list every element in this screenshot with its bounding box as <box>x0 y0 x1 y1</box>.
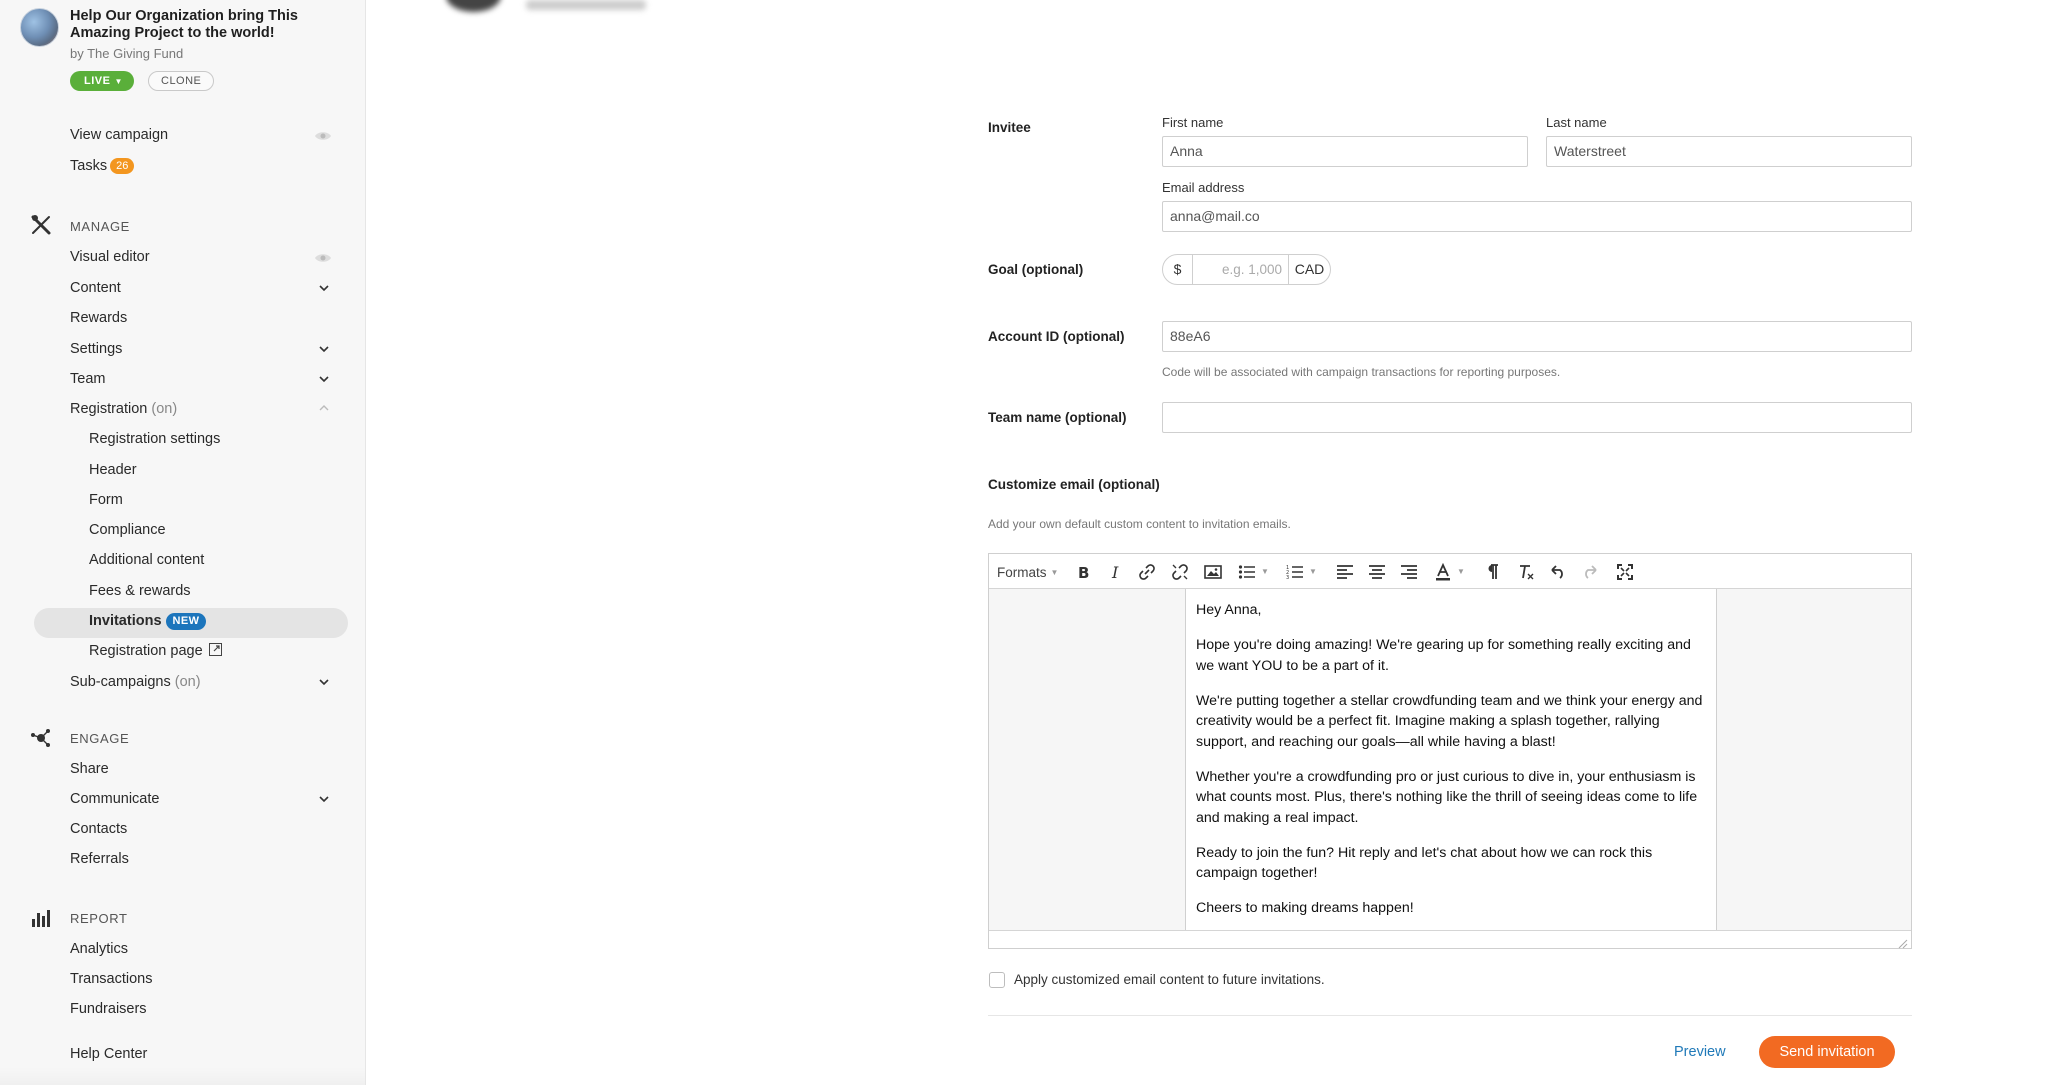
campaign-title[interactable]: Help Our Organization bring This Amazing Project to the world! <box>70 8 298 41</box>
invitee-label: Invitee <box>988 120 1031 135</box>
preview-link[interactable]: Preview <box>1674 1044 1726 1060</box>
sidebar-item-rewards[interactable] <box>70 309 127 327</box>
sidebar-item-additional-content[interactable] <box>89 551 204 569</box>
caret-down-icon[interactable]: ▼ <box>1261 567 1269 576</box>
chevron-down-icon[interactable] <box>318 676 330 688</box>
sidebar-item-label: Help Center <box>70 1046 148 1062</box>
sidebar-item-referrals[interactable] <box>70 850 129 868</box>
sidebar-item-label: View campaign <box>70 127 169 143</box>
section-manage: MANAGE <box>70 219 130 234</box>
customize-email-help: Add your own default custom content to invitation emails. <box>988 517 1291 531</box>
fullscreen-icon[interactable] <box>1615 562 1635 582</box>
sidebar-item-label: Additional content <box>89 552 205 568</box>
svg-text:B: B <box>1078 564 1090 580</box>
clear-formatting-icon[interactable] <box>1517 562 1535 582</box>
footer-divider <box>988 1015 1912 1016</box>
sidebar-item-header[interactable] <box>89 461 137 479</box>
chevron-down-icon[interactable] <box>318 373 330 385</box>
text-color-icon[interactable] <box>1433 562 1453 582</box>
sidebar-item-share[interactable] <box>70 760 109 778</box>
sidebar-item-analytics[interactable] <box>70 940 128 958</box>
align-left-icon[interactable] <box>1335 562 1355 582</box>
clone-button[interactable]: CLONE <box>148 71 214 91</box>
sidebar-item-registration[interactable] <box>70 400 177 418</box>
email-paragraph: Whether you're a crowdfunding pro or just curious to dive in, your enthusiasm is what counts most. Plus, there's nothing like the thrill of seeing ideas come to life and making a real impact. <box>1196 768 1698 826</box>
sidebar-item-compliance[interactable] <box>89 521 166 539</box>
apply-future-label: Apply customized email content to future invitations. <box>1014 972 1325 987</box>
unlink-icon[interactable] <box>1170 562 1190 582</box>
sidebar-item-label: Form <box>89 492 123 508</box>
currency-code: CAD <box>1288 255 1330 284</box>
sidebar-item-label: Content <box>70 280 121 296</box>
link-icon[interactable] <box>1137 562 1157 582</box>
goal-input-group <box>1162 254 1331 285</box>
sidebar-item-label: Referrals <box>70 851 129 867</box>
sidebar-item-label: Registration <box>70 401 148 417</box>
sidebar-item-contacts[interactable] <box>70 820 127 838</box>
bullet-list-icon[interactable] <box>1237 562 1257 582</box>
account-id-help: Code will be associated with campaign transactions for reporting purposes. <box>1162 365 1561 379</box>
sidebar-item-settings[interactable] <box>70 340 122 358</box>
sidebar-item-label: Registration settings <box>89 431 221 447</box>
editor-statusbar <box>989 930 1911 948</box>
image-icon[interactable] <box>1203 562 1223 582</box>
sidebar-item-registration-page[interactable] <box>89 642 222 660</box>
apply-future-checkbox[interactable] <box>989 972 1005 988</box>
redo-icon[interactable] <box>1581 562 1599 582</box>
account-id-input[interactable]: 88eA6 <box>1162 321 1912 352</box>
resize-handle-icon[interactable] <box>1898 936 1908 946</box>
campaign-owner: by The Giving Fund <box>70 46 184 61</box>
italic-icon[interactable] <box>1107 562 1125 582</box>
send-invitation-button[interactable]: Send invitation <box>1759 1036 1895 1068</box>
last-name-input[interactable]: Waterstreet <box>1546 136 1912 167</box>
last-name-label: Last name <box>1546 115 1607 130</box>
sidebar-item-label: Settings <box>70 341 123 357</box>
sidebar-item-label: Share <box>70 761 109 777</box>
status-label: LIVE <box>84 75 111 87</box>
customize-email-label: Customize email (optional) <box>988 477 1160 492</box>
email-paragraph: Ready to join the fun? Hit reply and let's chat about how we can rock this campaign together! <box>1196 844 1653 881</box>
external-link-icon <box>209 643 222 656</box>
section-report: REPORT <box>70 911 128 926</box>
email-paragraph: We're putting together a stellar crowdfunding team and we think your energy and creativity would be a perfect fit. Imagine making a splash together, rallying support, and reaching our goals—all while having a blast! <box>1196 692 1703 750</box>
share-network-icon <box>30 727 52 749</box>
account-id-label: Account ID (optional) <box>988 329 1125 344</box>
sidebar-item-label: Fundraisers <box>70 1001 147 1017</box>
sidebar-item-transactions[interactable] <box>70 970 152 988</box>
tasks-count-badge: 26 <box>110 158 134 174</box>
sidebar-item-communicate[interactable] <box>70 790 159 808</box>
campaign-avatar[interactable] <box>20 8 59 47</box>
team-name-label: Team name (optional) <box>988 410 1127 425</box>
email-label: Email address <box>1162 180 1245 195</box>
sidebar-item-label: Team <box>70 371 106 387</box>
caret-down-icon[interactable]: ▼ <box>1309 567 1317 576</box>
svg-text:2: 2 <box>1286 570 1290 576</box>
sidebar-item-view-campaign[interactable] <box>70 126 168 144</box>
sidebar-item-label: Transactions <box>70 971 153 987</box>
email-input[interactable]: anna@mail.co <box>1162 201 1912 232</box>
sidebar-scroll-fade <box>0 1067 366 1085</box>
sidebar-item-label: Fees & rewards <box>89 583 191 599</box>
sidebar-item-label: Sub-campaigns <box>70 674 171 690</box>
sub-campaigns-status: (on) <box>174 674 201 690</box>
sidebar-item-label: Analytics <box>70 941 129 957</box>
sidebar-item-sub-campaigns[interactable] <box>70 673 201 691</box>
formats-dropdown[interactable] <box>997 562 1058 582</box>
registration-status: (on) <box>151 401 178 417</box>
sidebar <box>0 0 366 1085</box>
currency-symbol: $ <box>1163 255 1193 284</box>
email-paragraph: Cheers to making dreams happen! <box>1196 900 1414 916</box>
chevron-down-icon[interactable] <box>318 343 330 355</box>
sidebar-item-label: Communicate <box>70 791 160 807</box>
svg-text:1: 1 <box>1286 565 1290 571</box>
sidebar-item-label: Invitations <box>89 613 162 629</box>
first-name-input[interactable]: Anna <box>1162 136 1528 167</box>
paragraph-icon[interactable] <box>1483 562 1501 582</box>
tools-icon <box>30 214 52 236</box>
caret-down-icon[interactable]: ▼ <box>1457 567 1465 576</box>
section-engage: ENGAGE <box>70 731 130 746</box>
first-name-label: First name <box>1162 115 1224 130</box>
sidebar-item-label: Registration page <box>89 643 203 659</box>
goal-input[interactable]: e.g. 1,000 <box>1221 262 1282 277</box>
svg-text:3: 3 <box>1286 575 1290 580</box>
align-center-icon[interactable] <box>1367 562 1387 582</box>
sidebar-item-invitations[interactable] <box>89 612 206 630</box>
sidebar-item-content[interactable] <box>70 279 121 297</box>
numbered-list-icon[interactable] <box>1285 562 1305 582</box>
caret-down-icon: ▼ <box>114 77 123 86</box>
sidebar-item-tasks[interactable] <box>70 157 134 175</box>
svg-text:I: I <box>1112 564 1119 580</box>
editor-canvas <box>989 589 1911 931</box>
email-paragraph: Hey Anna, <box>1196 602 1262 618</box>
email-body-editable[interactable] <box>1185 589 1717 931</box>
goal-label: Goal (optional) <box>988 262 1084 277</box>
caret-down-icon: ▼ <box>1050 567 1059 577</box>
sidebar-item-form[interactable] <box>89 491 123 509</box>
chevron-down-icon[interactable] <box>318 793 330 805</box>
sidebar-item-label: Header <box>89 462 137 478</box>
sidebar-item-visual-editor[interactable] <box>70 248 150 266</box>
eye-icon <box>314 251 332 263</box>
new-badge: NEW <box>166 613 207 630</box>
bold-icon[interactable] <box>1075 562 1093 582</box>
eye-icon <box>314 129 332 141</box>
sidebar-item-fundraisers[interactable] <box>70 1000 147 1018</box>
bar-chart-icon <box>30 907 52 929</box>
sidebar-item-label: Tasks <box>70 158 108 174</box>
formats-label: Formats <box>997 564 1047 580</box>
align-right-icon[interactable] <box>1399 562 1419 582</box>
sidebar-item-label: Rewards <box>70 310 128 326</box>
undo-icon[interactable] <box>1549 562 1567 582</box>
chevron-up-icon[interactable] <box>318 402 330 414</box>
sidebar-item-label: Contacts <box>70 821 128 837</box>
chevron-down-icon[interactable] <box>318 282 330 294</box>
sidebar-item-team[interactable] <box>70 370 105 388</box>
team-name-input[interactable] <box>1162 402 1912 433</box>
sidebar-item-label: Visual editor <box>70 249 150 265</box>
status-live-dropdown[interactable] <box>70 71 134 91</box>
sidebar-item-fees-rewards[interactable] <box>89 582 191 600</box>
email-paragraph: Hope you're doing amazing! We're gearing up for something really exciting and we want YOU to be a part of it. <box>1196 637 1691 674</box>
rich-text-editor <box>988 553 1912 949</box>
editor-toolbar <box>989 554 1911 589</box>
blurred-header-avatar <box>446 0 656 16</box>
sidebar-item-registration-settings[interactable] <box>89 430 220 448</box>
sidebar-item-label: Compliance <box>89 522 166 538</box>
sidebar-item-help-center[interactable] <box>70 1045 147 1063</box>
